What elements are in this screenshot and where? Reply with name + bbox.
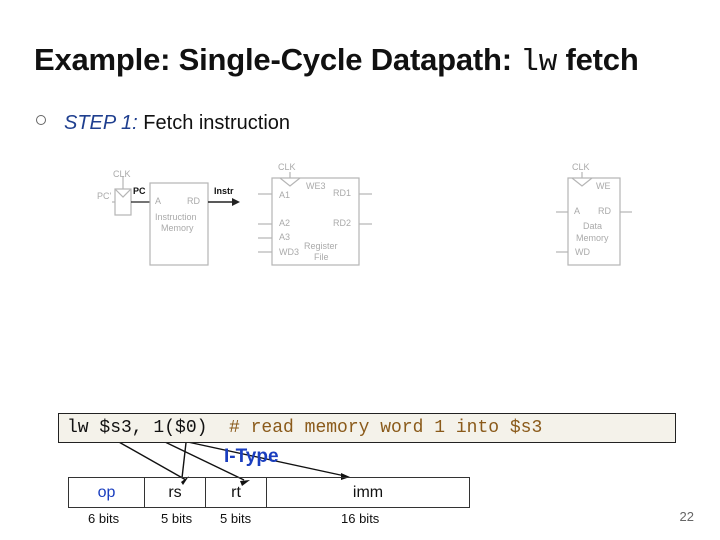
title-suffix: fetch [557, 42, 639, 77]
dm-we-label: WE [596, 181, 611, 191]
step-label: STEP 1: [64, 112, 138, 134]
pc-clk-label: CLK [113, 169, 131, 179]
code-line [58, 413, 676, 443]
imem-rd-label: RD [187, 196, 200, 206]
field-rt: rt [206, 478, 267, 507]
rf-a1-label: A1 [279, 190, 291, 200]
field-imm: imm [352, 483, 384, 501]
rf-name2-label: File [314, 252, 329, 262]
instr-label: Instr [214, 186, 234, 196]
pc-clock-triangle [115, 189, 131, 197]
rf-rd2-label: RD2 [333, 218, 352, 228]
itype-field-table [68, 477, 470, 508]
title-code: lw [520, 45, 558, 80]
field-op: op [69, 478, 145, 507]
dm-a-label: A [574, 206, 581, 216]
rf-we3-label: WE3 [306, 181, 326, 191]
imem-name1-label: Instruction [155, 212, 197, 222]
pc-register [115, 189, 131, 215]
rf-a2-label: A2 [279, 218, 291, 228]
dm-clk-label: CLK [572, 162, 590, 172]
title-prefix: Example: Single-Cycle Datapath: [34, 42, 521, 77]
bits-op: 6 bits [88, 511, 120, 526]
field-rs: rs [145, 478, 206, 507]
bits-rs: 5 bits [161, 511, 193, 526]
imem-a-label: A [155, 196, 162, 206]
dm-wd-label: WD [575, 247, 590, 257]
instr-arrowhead [232, 198, 240, 206]
step-text: Fetch instruction [137, 112, 291, 134]
dm-name2-label: Memory [576, 233, 609, 243]
code-comment: # read memory word 1 into $s3 [229, 418, 543, 438]
rf-rd1-label: RD1 [333, 188, 352, 198]
bits-rt: 5 bits [220, 511, 252, 526]
rf-name1-label: Register [304, 241, 338, 251]
rf-wd3-label: WD3 [279, 247, 299, 257]
dm-rd-label: RD [598, 206, 611, 216]
rf-a3-label: A3 [279, 232, 291, 242]
pc-prime-label: PC' [97, 191, 112, 201]
rf-clk-label: CLK [278, 162, 296, 172]
code-instruction: lw $s3, 1($0) [67, 418, 230, 438]
imem-name2-label: Memory [161, 223, 194, 233]
dm-name1-label: Data [583, 221, 603, 231]
itype-label: I-Type [224, 446, 279, 467]
bits-imm: 16 bits [341, 511, 380, 526]
pc-label: PC [133, 186, 146, 196]
page-number: 22 [679, 509, 694, 524]
